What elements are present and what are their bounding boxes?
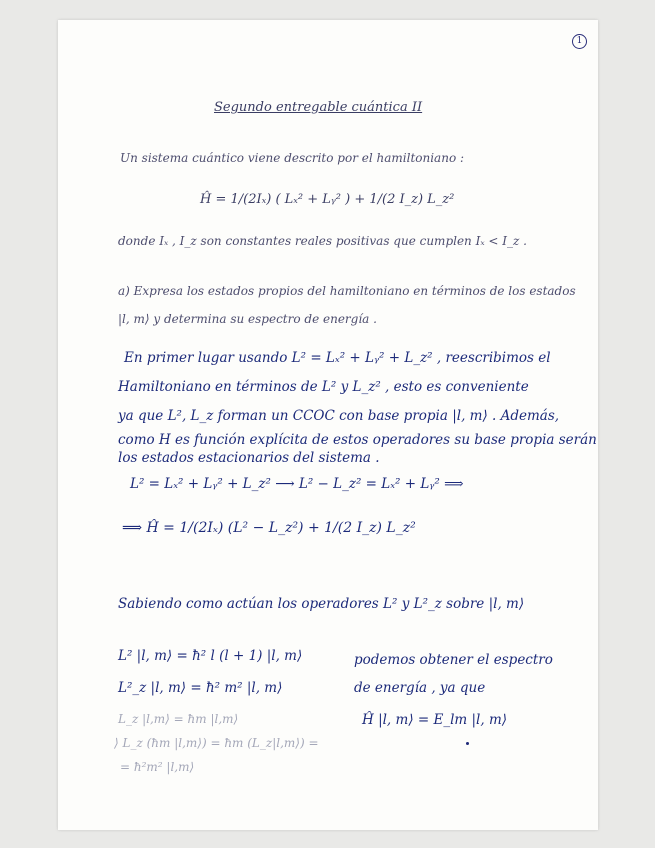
side-note-1: podemos obtener el espectro	[354, 652, 553, 668]
identity-equation: L² = Lₓ² + Lᵧ² + L_z² ⟶ L² − L_z² = Lₓ² + Lᵧ² ⟹	[130, 476, 464, 492]
draft-line-3: = ħ²m² |l,m⟩	[120, 760, 195, 774]
draft-line-1: L_z |l,m⟩ = ħm |l,m⟩	[118, 712, 239, 726]
page-title: Segundo entregable cuántica II	[214, 100, 423, 115]
constants-note: donde Iₓ , I_z son constantes reales positivas que cumplen Iₓ < I_z .	[118, 234, 527, 248]
page-number: 1	[572, 34, 587, 49]
answer-line-5: los estados estacionarios del sistema .	[118, 450, 380, 466]
energy-eigen-equation: Ĥ |l, m⟩ = E_lm |l, m⟩	[362, 712, 508, 728]
ink-dot	[466, 742, 469, 745]
document-page	[58, 20, 598, 830]
side-note-2: de energía , ya que	[354, 680, 486, 696]
answer-line-4: como H es función explícita de estos operadores su base propia serán	[118, 432, 597, 448]
draft-line-2: ⟩ L_z (ħm |l,m⟩) = ħm (L_z|l,m⟩) =	[114, 736, 319, 750]
hamiltonian-equation: Ĥ = 1/(2Iₓ) ( Lₓ² + Lᵧ² ) + 1/(2 I_z) L_z²	[200, 192, 455, 207]
action-intro: Sabiendo como actúan los operadores L² y L²_z sobre |l, m⟩	[118, 596, 525, 612]
question-line-1: a) Expresa los estados propios del hamiltoniano en términos de los estados	[118, 284, 576, 298]
answer-line-3: ya que L², L_z forman un CCOC con base propia |l, m⟩ . Además,	[118, 408, 560, 424]
intro-text: Un sistema cuántico viene descrito por el hamiltoniano :	[120, 151, 465, 165]
rewritten-hamiltonian: ⟹ Ĥ = 1/(2Iₓ) (L² − L_z²) + 1/(2 I_z) L_z²	[122, 520, 416, 536]
l2-eigen-equation: L² |l, m⟩ = ħ² l (l + 1) |l, m⟩	[118, 648, 303, 664]
question-line-2: |l, m⟩ y determina su espectro de energía .	[118, 312, 377, 326]
lz2-eigen-equation: L²_z |l, m⟩ = ħ² m² |l, m⟩	[118, 680, 283, 696]
answer-line-2: Hamiltoniano en términos de L² y L_z² , esto es conveniente	[118, 379, 529, 395]
answer-line-1: En primer lugar usando L² = Lₓ² + Lᵧ² + L_z² , reescribimos el	[124, 350, 551, 366]
